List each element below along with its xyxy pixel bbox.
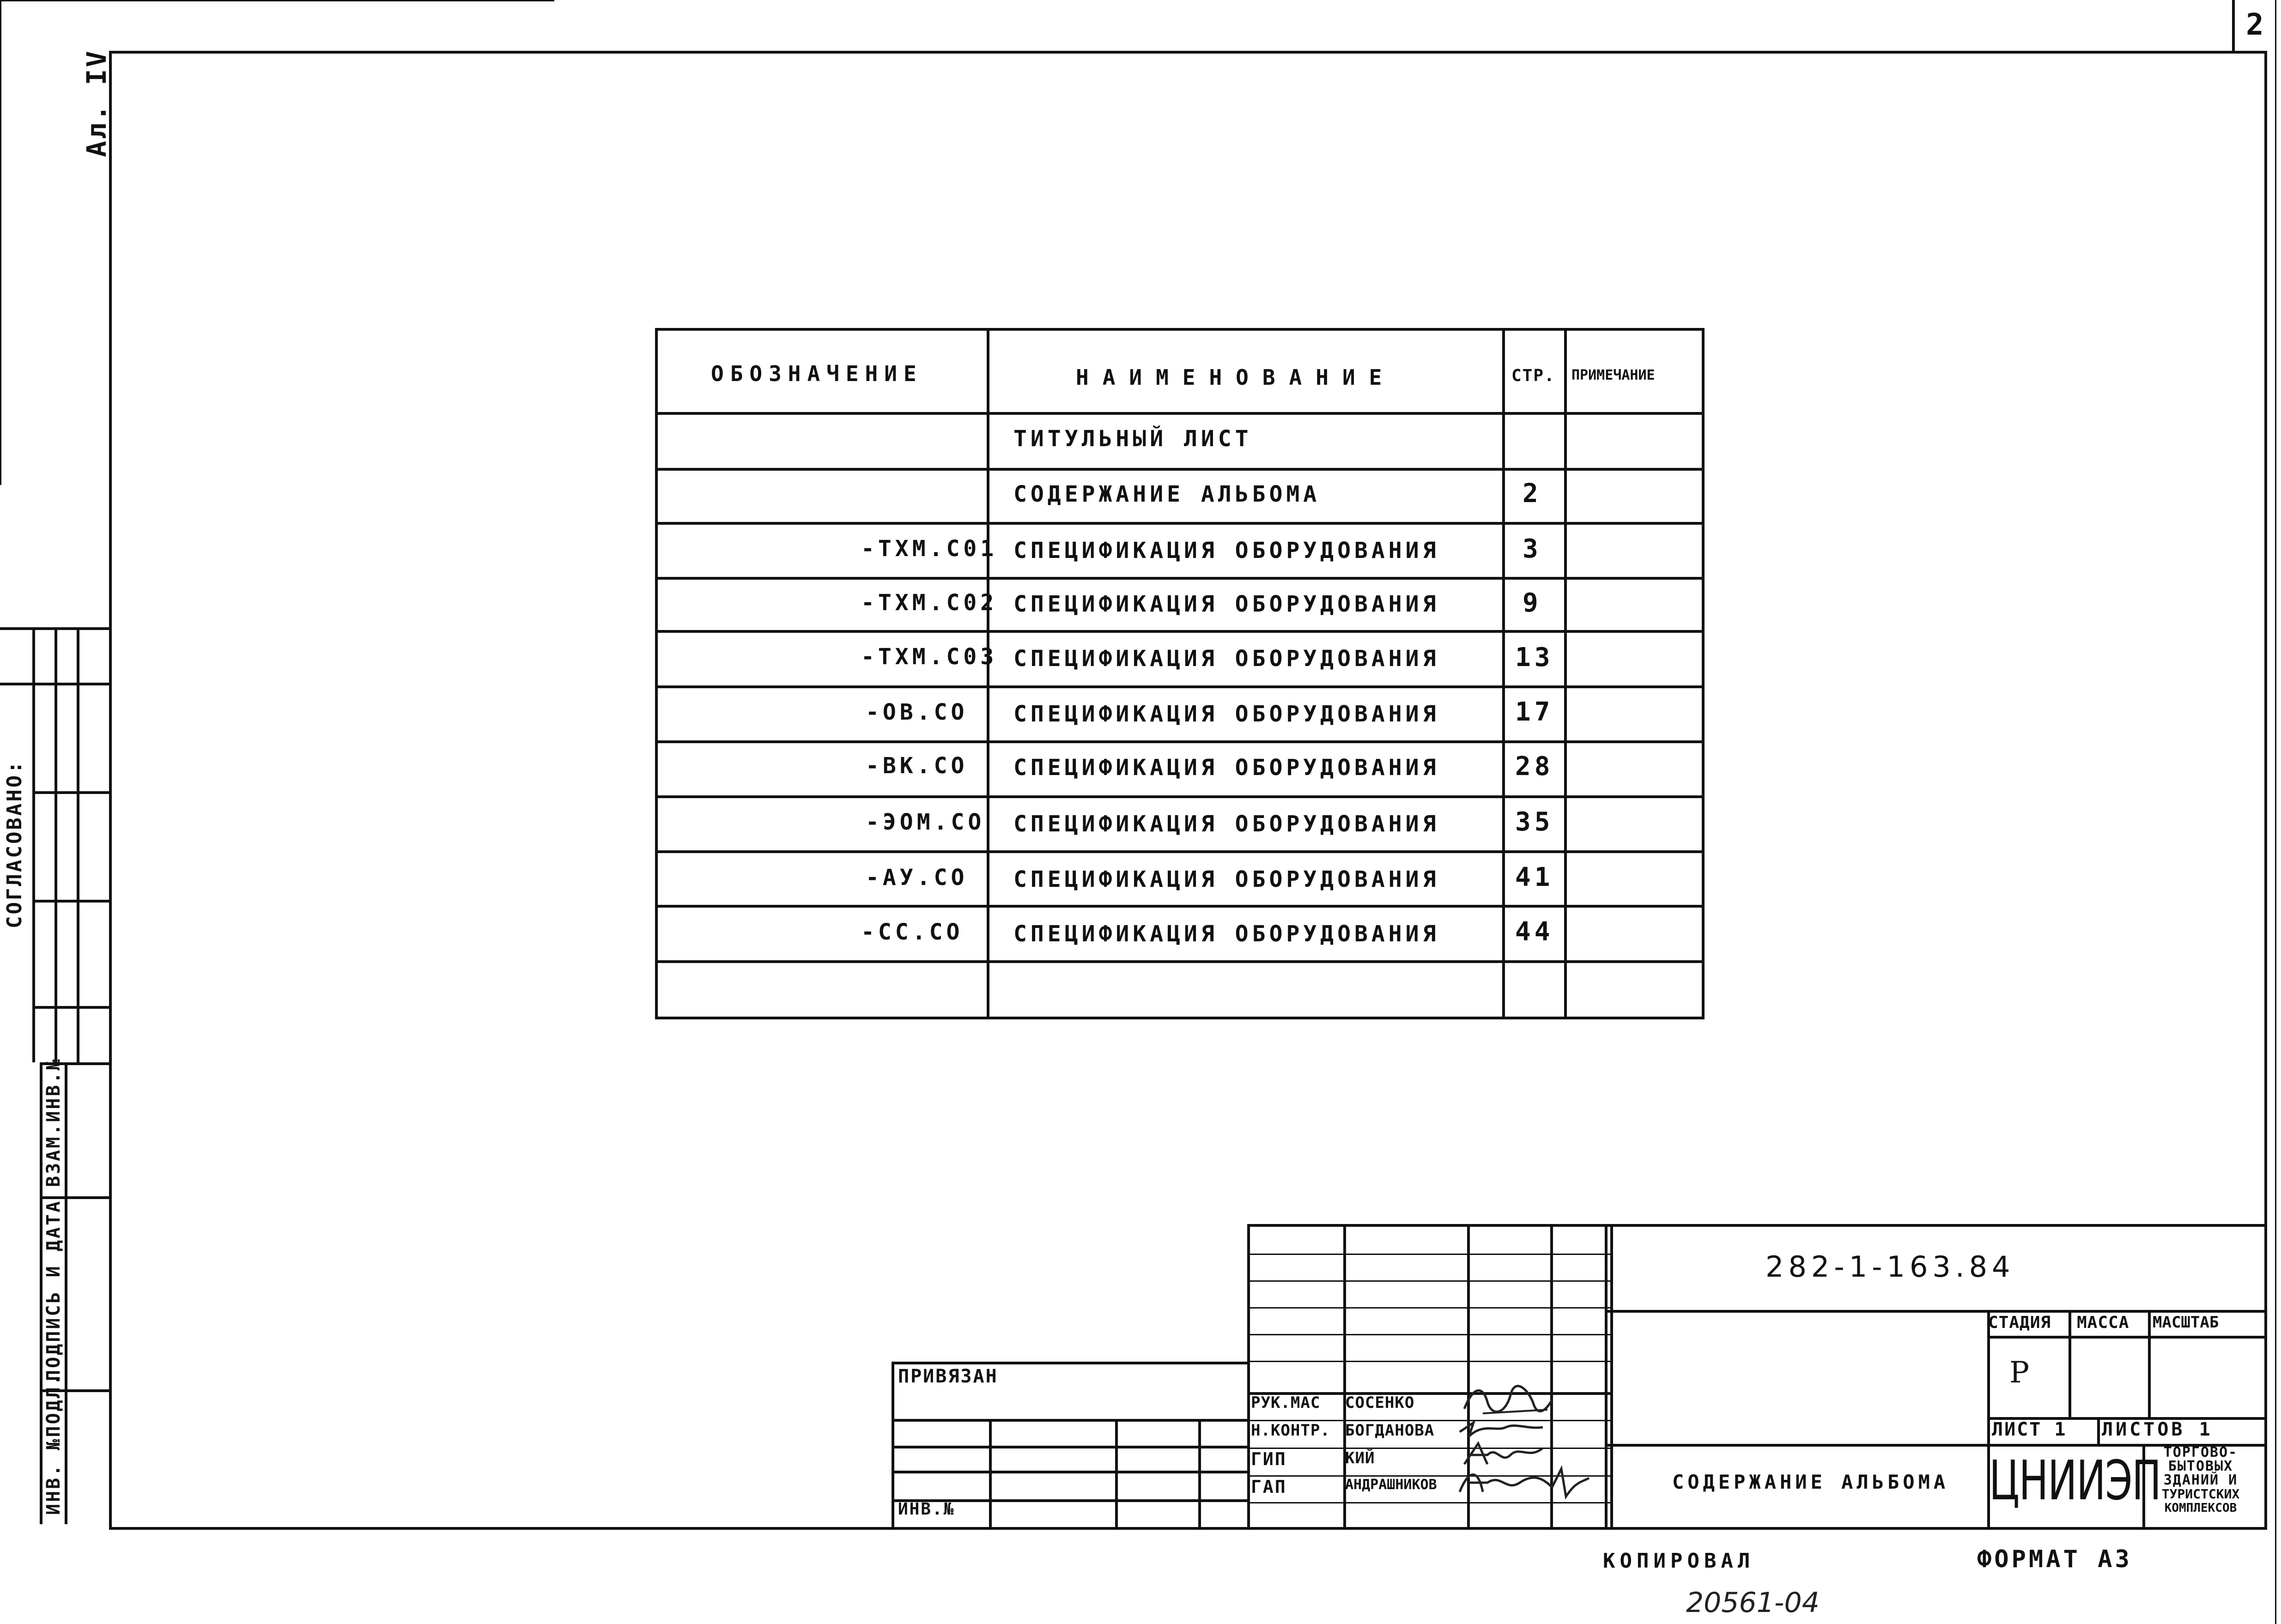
row-page: 3 <box>1523 534 1542 564</box>
row-name: СПЕЦИФИКАЦИЯ ОБОРУДОВАНИЯ <box>1013 646 1440 672</box>
row-page: 9 <box>1523 588 1542 618</box>
privyazan-label: ПРИВЯЗАН <box>898 1366 998 1387</box>
col-header-designation: ОБОЗНАЧЕНИЕ <box>711 361 923 386</box>
sig-name: СОСЕНКО <box>1345 1394 1415 1412</box>
page-number: 2 <box>2246 8 2264 42</box>
org-subtitle-line: ТУРИСТСКИХ <box>2161 1486 2240 1502</box>
doc-title: СОДЕРЖАНИЕ АЛЬБОМА <box>1672 1471 1949 1493</box>
row-code: -ТХМ.С02 <box>861 590 998 616</box>
left-edge-line <box>0 0 1 485</box>
col-header-page: СТР. <box>1511 366 1555 385</box>
row-name: ТИТУЛЬНЫЙ ЛИСТ <box>1013 426 1252 452</box>
row-code: -ВК.СО <box>866 753 968 779</box>
row-name: СПЕЦИФИКАЦИЯ ОБОРУДОВАНИЯ <box>1013 591 1440 617</box>
album-mark: Ал. IV <box>81 49 112 157</box>
row-page: 44 <box>1515 917 1554 947</box>
row-name: СОДЕРЖАНИЕ АЛЬБОМА <box>1013 481 1321 507</box>
row-page: 41 <box>1515 862 1554 892</box>
row-page: 17 <box>1515 697 1554 727</box>
org-subtitle <box>2145 1446 2256 1515</box>
inv-no-label: ИНВ.№ <box>898 1500 955 1519</box>
handwritten-signature <box>1455 1381 1557 1418</box>
row-code: -ОВ.СО <box>866 699 968 725</box>
top-edge-line <box>0 0 554 1</box>
sig-role: ГАП <box>1251 1477 1287 1497</box>
side-label-inv: ИНВ. №ПОДЛ. <box>43 1372 64 1515</box>
row-page: 28 <box>1515 751 1554 782</box>
row-code: -ТХМ.С01 <box>861 536 998 562</box>
stage-value: Р <box>2009 1356 2030 1390</box>
org-name: ЦНИИЭП <box>1989 1448 2161 1512</box>
row-code: -ТХМ.С03 <box>861 644 998 670</box>
document-code: 282-1-163.84 <box>1765 1250 2015 1284</box>
row-page: 35 <box>1515 807 1554 837</box>
stamp-number: 20561-04 <box>1686 1587 1820 1619</box>
org-subtitle-line: КОМПЛЕКСОВ <box>2164 1501 2237 1515</box>
handwritten-signature <box>1455 1413 1547 1441</box>
scale-header: МАСШТАБ <box>2153 1313 2219 1332</box>
col-header-note: ПРИМЕЧАНИЕ <box>1571 367 1655 383</box>
kopiroval-label: КОПИРОВАЛ <box>1603 1549 1755 1573</box>
page-number-box-line <box>2232 0 2235 52</box>
row-name: СПЕЦИФИКАЦИЯ ОБОРУДОВАНИЯ <box>1013 811 1440 837</box>
row-code: -АУ.СО <box>866 865 968 891</box>
sig-name: БОГДАНОВА <box>1345 1421 1435 1440</box>
side-label-podpis: ПОДПИСЬ И ДАТА <box>43 1199 64 1381</box>
sheets-value: ЛИСТОВ 1 <box>2102 1419 2213 1440</box>
stage-header: СТАДИЯ <box>1988 1313 2051 1332</box>
col-header-name: НАИМЕНОВАНИЕ <box>1076 365 1396 390</box>
org-subtitle-line: ЗДАНИЙ И <box>2163 1472 2238 1488</box>
row-page: 2 <box>1523 479 1542 509</box>
format-label: ФОРМАТ А3 <box>1977 1545 2132 1573</box>
row-name: СПЕЦИФИКАЦИЯ ОБОРУДОВАНИЯ <box>1013 538 1440 564</box>
sig-name: АНДРАШНИКОВ <box>1345 1477 1437 1493</box>
row-name: СПЕЦИФИКАЦИЯ ОБОРУДОВАНИЯ <box>1013 701 1440 727</box>
row-name: СПЕЦИФИКАЦИЯ ОБОРУДОВАНИЯ <box>1013 921 1440 947</box>
sig-role: ГИП <box>1251 1449 1287 1469</box>
sig-role: Н.КОНТР. <box>1251 1421 1330 1440</box>
row-name: СПЕЦИФИКАЦИЯ ОБОРУДОВАНИЯ <box>1013 867 1440 892</box>
org-subtitle-line: ТОРГОВО- <box>2163 1444 2238 1460</box>
mass-header: МАССА <box>2077 1313 2129 1332</box>
row-code: -ЭОМ.СО <box>866 809 985 835</box>
contents-table <box>655 328 1705 1019</box>
side-label-vzam: ВЗАМ.ИНВ.№ <box>43 1057 64 1187</box>
sig-role: РУК.МАС <box>1251 1394 1321 1412</box>
row-page: 13 <box>1515 642 1554 673</box>
row-name: СПЕЦИФИКАЦИЯ ОБОРУДОВАНИЯ <box>1013 755 1440 781</box>
soglasovano-label: СОГЛАСОВАНО: <box>3 759 26 928</box>
right-edge-line <box>2275 0 2276 1624</box>
handwritten-signature <box>1455 1464 1594 1501</box>
sig-name: КИЙ <box>1345 1449 1375 1467</box>
sheet-value: ЛИСТ 1 <box>1992 1419 2067 1440</box>
row-code: -СС.СО <box>861 919 964 945</box>
org-subtitle-line: БЫТОВЫХ <box>2168 1458 2233 1474</box>
